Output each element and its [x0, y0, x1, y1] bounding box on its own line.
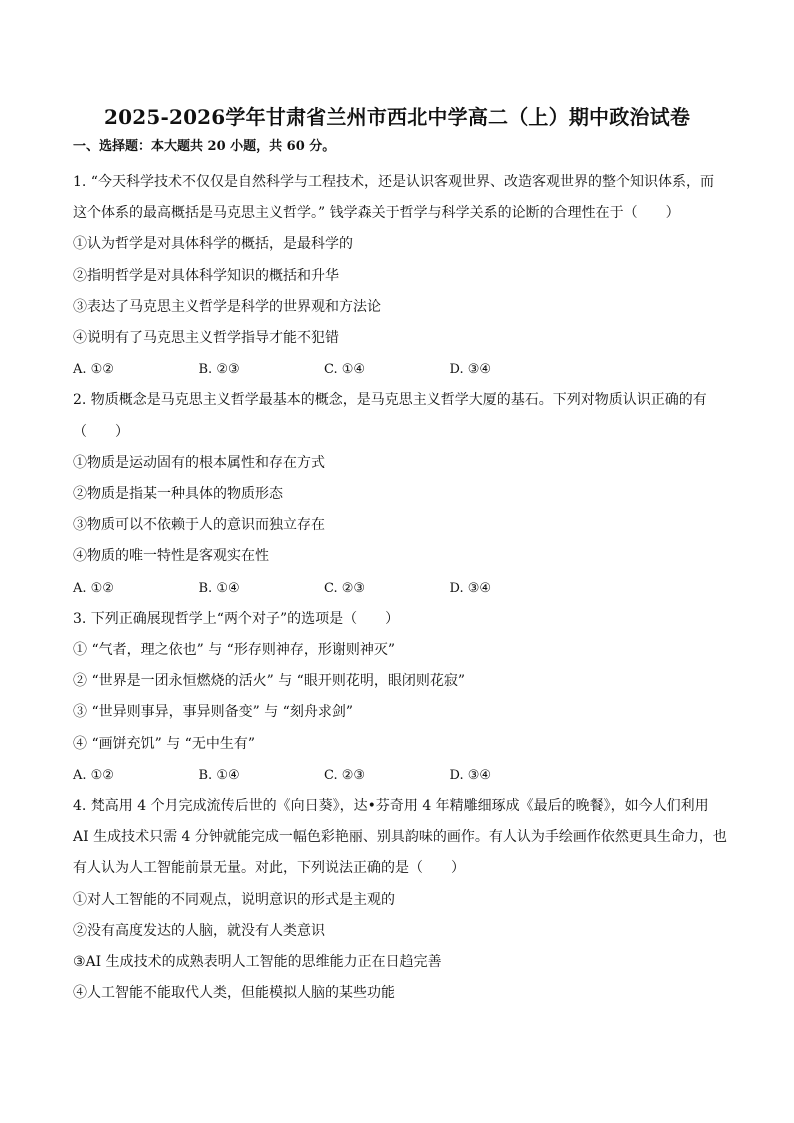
question-3-option-a[interactable]: A. ①②: [73, 767, 114, 783]
question-3: [73, 604, 734, 791]
question-3-item-3: ③ “世异则事异，事异则备变” 与 “刻舟求剑”: [73, 704, 353, 721]
question-1-item-3: ③表达了马克思主义哲学是科学的世界观和方法论: [73, 298, 381, 315]
question-4-item-1: ①对人工智能的不同观点，说明意识的形式是主观的: [73, 891, 395, 908]
question-4-stem-line-2: AI 生成技术只需 4 分钟就能完成一幅色彩艳丽、别具韵味的画作。有人认为手绘画作依然更具生命力，也: [73, 829, 727, 846]
question-1-option-b[interactable]: B. ②③: [198, 362, 240, 378]
question-2-item-3: ③物质可以不依赖于人的意识而独立存在: [73, 517, 325, 534]
question-3-option-d[interactable]: D. ③④: [449, 767, 492, 783]
question-4-stem-line-3: 有人认为人工智能前景无量。对此，下列说法正确的是（ ）: [73, 860, 465, 877]
question-1-stem-line-1: 1. “今天科学技术不仅仅是自然科学与工程技术，还是认识客观世界、改造客观世界的整个知识体系，而: [73, 174, 714, 190]
question-1-item-4: ④说明有了马克思主义哲学指导才能不犯错: [73, 330, 339, 347]
question-1-item-2: ②指明哲学是对具体科学知识的概括和升华: [73, 267, 339, 284]
question-3-option-b[interactable]: B. ①④: [198, 767, 240, 783]
question-2-option-c[interactable]: C. ②③: [324, 580, 366, 596]
question-3-options: [73, 760, 734, 791]
page-title: 2025-2026学年甘肃省兰州市西北中学高二（上）期中政治试卷: [103, 105, 691, 129]
question-1: [73, 167, 734, 385]
question-1-option-c[interactable]: C. ①④: [324, 362, 366, 378]
question-3-item-4: ④ “画饼充饥” 与 “无中生有”: [73, 735, 255, 752]
question-2-item-1: ①物质是运动固有的根本属性和存在方式: [73, 454, 325, 471]
question-3-option-c[interactable]: C. ②③: [324, 767, 366, 783]
question-2-option-d[interactable]: D. ③④: [449, 580, 492, 596]
question-2: [73, 385, 734, 603]
question-4: [73, 791, 734, 1009]
question-3-item-2: ② “世界是一团永恒燃烧的活火” 与 “眼开则花明，眼闭则花寂”: [73, 673, 465, 690]
question-3-stem-line-1: 3. 下列正确展现哲学上“两个对子”的选项是（ ）: [73, 610, 400, 627]
question-1-option-a[interactable]: A. ①②: [73, 362, 114, 378]
question-2-option-a[interactable]: A. ①②: [73, 580, 114, 596]
question-2-stem-line-2: （ ）: [73, 423, 129, 440]
question-4-item-3: ③AI 生成技术的成熟表明人工智能的思维能力正在日趋完善: [73, 954, 442, 971]
question-2-item-2: ②物质是指某一种具体的物质形态: [73, 486, 283, 503]
question-2-item-4: ④物质的唯一特性是客观实在性: [73, 548, 269, 565]
question-4-item-2: ②没有高度发达的人脑，就没有人类意识: [73, 922, 325, 939]
section-heading: 一、选择题：本大题共 20 小题，共 60 分。: [73, 139, 336, 154]
question-2-option-b[interactable]: B. ①④: [198, 580, 240, 596]
question-4-item-4: ④人工智能不能取代人类，但能模拟人脑的某些功能: [73, 985, 395, 1002]
question-1-options: [73, 354, 734, 385]
question-1-item-1: ①认为哲学是对具体科学的概括，是最科学的: [73, 236, 353, 253]
question-2-options: [73, 573, 734, 604]
question-3-item-1: ① “气者，理之依也” 与 “形存则神存，形谢则神灭”: [73, 642, 395, 659]
question-4-stem-line-1: 4. 梵高用 4 个月完成流传后世的《向日葵》，达•芬奇用 4 年精雕细琢成《最后的晚餐》，如今人们利用: [73, 798, 709, 815]
question-1-option-d[interactable]: D. ③④: [449, 362, 492, 378]
question-2-stem-line-1: 2. 物质概念是马克思主义哲学最基本的概念，是马克思主义哲学大厦的基石。下列对物质认识正确的有: [73, 392, 707, 409]
question-1-stem-line-2: 这个体系的最高概括是马克思主义哲学。” 钱学森关于哲学与科学关系的论断的合理性在于（ ）: [73, 205, 680, 222]
